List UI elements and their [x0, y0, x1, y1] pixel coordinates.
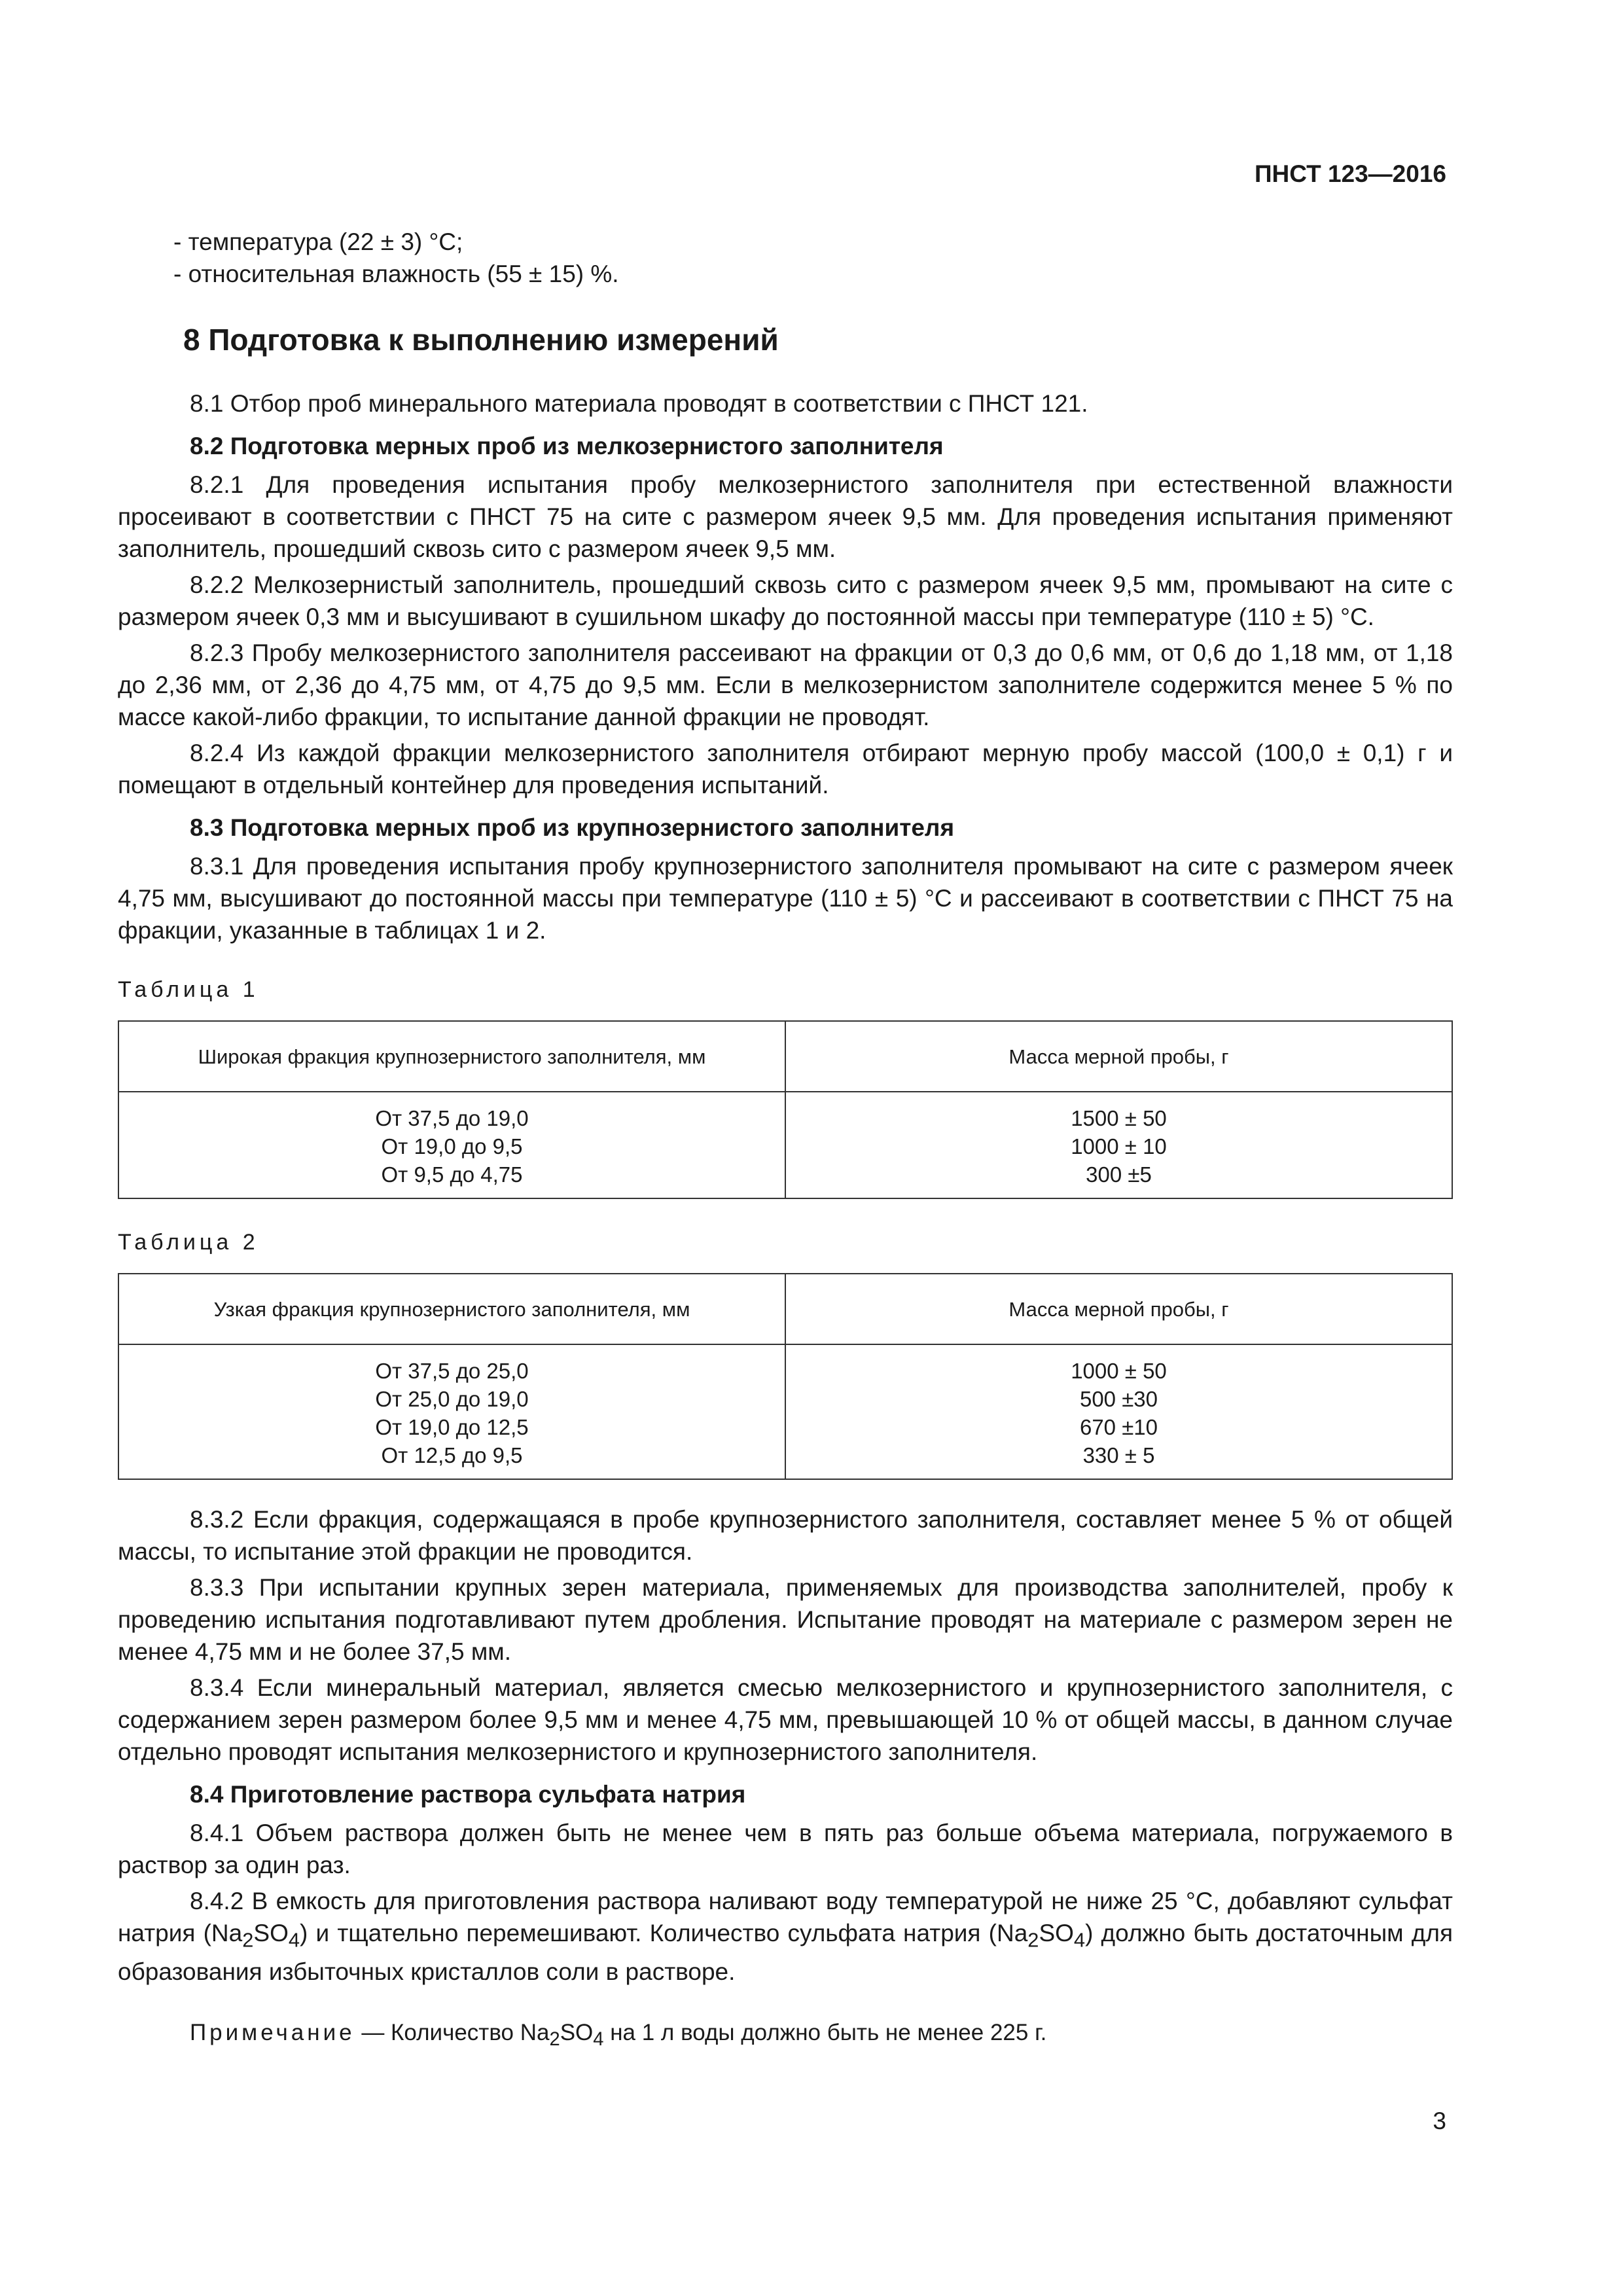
table-1	[118, 1020, 1453, 1199]
paragraph-8-3-1: 8.3.1 Для проведения испытания пробу крупнозернистого заполнителя промывают на сите с размером ячеек 4,75 мм, высушивают до постоянной массы при температуре (110 ± 5) °С и рассеивают в соответствии с ПНСТ 75 на фракции, указанные в таблицах 1 и 2.	[118, 853, 1453, 944]
fraction-value: От 19,0 до 12,5	[375, 1415, 529, 1439]
paragraph-8-4-2	[118, 1885, 1453, 1988]
paragraph-8-2-1: 8.2.1 Для проведения испытания пробу мелкозернистого заполнителя при естественной влажности просеивают в соответствии с ПНСТ 75 на сите с размером ячеек 9,5 мм. Для проведения испытания применяют заполнитель, прошедший сквозь сито с размером ячеек 9,5 мм.	[118, 471, 1453, 562]
fraction-value: От 37,5 до 25,0	[375, 1359, 529, 1383]
subheading-8-3: 8.3 Подготовка мерных проб из крупнозернистого заполнителя	[190, 814, 955, 841]
fraction-value: От 12,5 до 9,5	[381, 1443, 523, 1467]
paragraph-8-1: 8.1 Отбор проб минерального материала проводят в соответствии с ПНСТ 121.	[190, 390, 1088, 417]
table2-header-row	[118, 1274, 1452, 1344]
paragraph-8-4-1: 8.4.1 Объем раствора должен быть не менее чем в пять раз больше объема материала, погружаемого в раствор за один раз.	[118, 1820, 1453, 1878]
document-code: ПНСТ 123—2016	[1254, 160, 1446, 187]
table-row	[118, 1344, 1452, 1479]
subscript: 4	[1073, 1928, 1086, 1952]
table1-header-row	[118, 1021, 1452, 1092]
fraction-value: От 25,0 до 19,0	[375, 1387, 529, 1411]
paragraph-8-2-3: 8.2.3 Пробу мелкозернистого заполнителя рассеивают на фракции от 0,3 до 0,6 мм, от 0,6 до 1,18 мм, от 1,18 до 2,36 мм, от 2,36 до 4,75 мм, от 4,75 до 9,5 мм. Если в мелкозернистом заполнителе содержится менее 5 % по массе какой-либо фракции, то испытание данной фракции не проводят.	[118, 639, 1453, 730]
section-heading: 8 Подготовка к выполнению измерений	[183, 323, 779, 357]
note-text: SO	[560, 2020, 594, 2046]
mass-value: 1000 ± 50	[1071, 1359, 1167, 1383]
subheading-8-4: 8.4 Приготовление раствора сульфата натрия	[190, 1781, 746, 1808]
mass-value: 330 ± 5	[1082, 1443, 1155, 1467]
subscript: 2	[242, 1928, 254, 1952]
note-text: — Количество Na	[355, 2020, 550, 2046]
mass-value: 300 ±5	[1086, 1162, 1152, 1187]
paragraph-text: SO	[1039, 1920, 1074, 1946]
paragraph-8-3-2: 8.3.2 Если фракция, содержащаяся в пробе крупнозернистого заполнителя, составляет менее 5 % от общей массы, то испытание этой фракции не проводится.	[118, 1506, 1453, 1565]
bullet-humidity: - относительная влажность (55 ± 15) %.	[173, 260, 619, 287]
table2-header-fraction: Узкая фракция крупнозернистого заполнителя, мм	[118, 1274, 785, 1344]
table1-fraction-cell	[118, 1092, 785, 1198]
paragraph-text: ) и тщательно перемешивают. Количество сульфата натрия (Na	[300, 1920, 1028, 1946]
page-content	[118, 226, 1453, 2056]
table2-caption: Таблица 2	[118, 1230, 259, 1255]
mass-value: 1500 ± 50	[1071, 1106, 1167, 1130]
table1-caption: Таблица 1	[118, 977, 259, 1002]
mass-value: 670 ±10	[1079, 1415, 1158, 1439]
subheading-8-2: 8.2 Подготовка мерных проб из мелкозернистого заполнителя	[190, 433, 944, 459]
subscript: 2	[1027, 1928, 1039, 1952]
note	[118, 2017, 1453, 2056]
paragraph-8-3-3: 8.3.3 При испытании крупных зерен материала, применяемых для производства заполнителей, пробу к проведению испытания подготавливают путем дробления. Испытание проводят на материале с размером зерен не менее 4,75 мм и не более 37,5 мм.	[118, 1574, 1453, 1665]
subscript: 4	[593, 2029, 604, 2051]
paragraph-8-3-4: 8.3.4 Если минеральный материал, является смесью мелкозернистого и крупнозернистого заполнителя, с содержанием зерен размером более 9,5 мм и менее 4,75 мм, превышающей 10 % от общей массы, в данном случае отдельно проводят испытания мелкозернистого и крупнозернистого заполнителя.	[118, 1674, 1453, 1765]
paragraph-8-2-4: 8.2.4 Из каждой фракции мелкозернистого заполнителя отбирают мерную пробу массой (100,0 ± 0,1) г и помещают в отдельный контейнер для проведения испытаний.	[118, 740, 1453, 798]
table2-mass-cell	[785, 1344, 1452, 1479]
subscript: 4	[288, 1928, 300, 1952]
paragraph-text: SO	[253, 1920, 289, 1946]
subscript: 2	[549, 2029, 560, 2051]
fraction-value: От 9,5 до 4,75	[381, 1162, 523, 1187]
fraction-value: От 37,5 до 19,0	[375, 1106, 529, 1130]
table1-header-fraction: Широкая фракция крупнозернистого заполнителя, мм	[118, 1021, 785, 1092]
fraction-value: От 19,0 до 9,5	[381, 1134, 523, 1158]
note-label: Примечание	[190, 2020, 355, 2046]
table-2	[118, 1273, 1453, 1480]
table2-fraction-cell	[118, 1344, 785, 1479]
table-row	[118, 1092, 1452, 1198]
page-number: 3	[1433, 2108, 1446, 2134]
table1-mass-cell	[785, 1092, 1452, 1198]
bullet-temperature: - температура (22 ± 3) °С;	[173, 228, 463, 255]
mass-value: 1000 ± 10	[1071, 1134, 1167, 1158]
table2-header-mass: Масса мерной пробы, г	[785, 1274, 1452, 1344]
spacer	[118, 1480, 1453, 1503]
paragraph-text: 8.4.2 В емкость для приготовления раствора наливают воду температурой не ниже 25 °С, добавляют сульфат натрия (Na	[118, 1888, 1453, 1946]
paragraph-text: ) должно быть достаточным для образования избыточных кристаллов соли в растворе.	[118, 1920, 1454, 1986]
mass-value: 500 ±30	[1079, 1387, 1158, 1411]
note-text: на 1 л воды должно быть не менее 225 г.	[603, 2020, 1047, 2046]
table1-header-mass: Масса мерной пробы, г	[785, 1021, 1452, 1092]
paragraph-8-2-2: 8.2.2 Мелкозернистый заполнитель, прошедший сквозь сито с размером ячеек 9,5 мм, промывают на сите с размером ячеек 0,3 мм и высушивают в сушильном шкафу до постоянной массы при температуре (110 ± 5) °С.	[118, 571, 1453, 630]
